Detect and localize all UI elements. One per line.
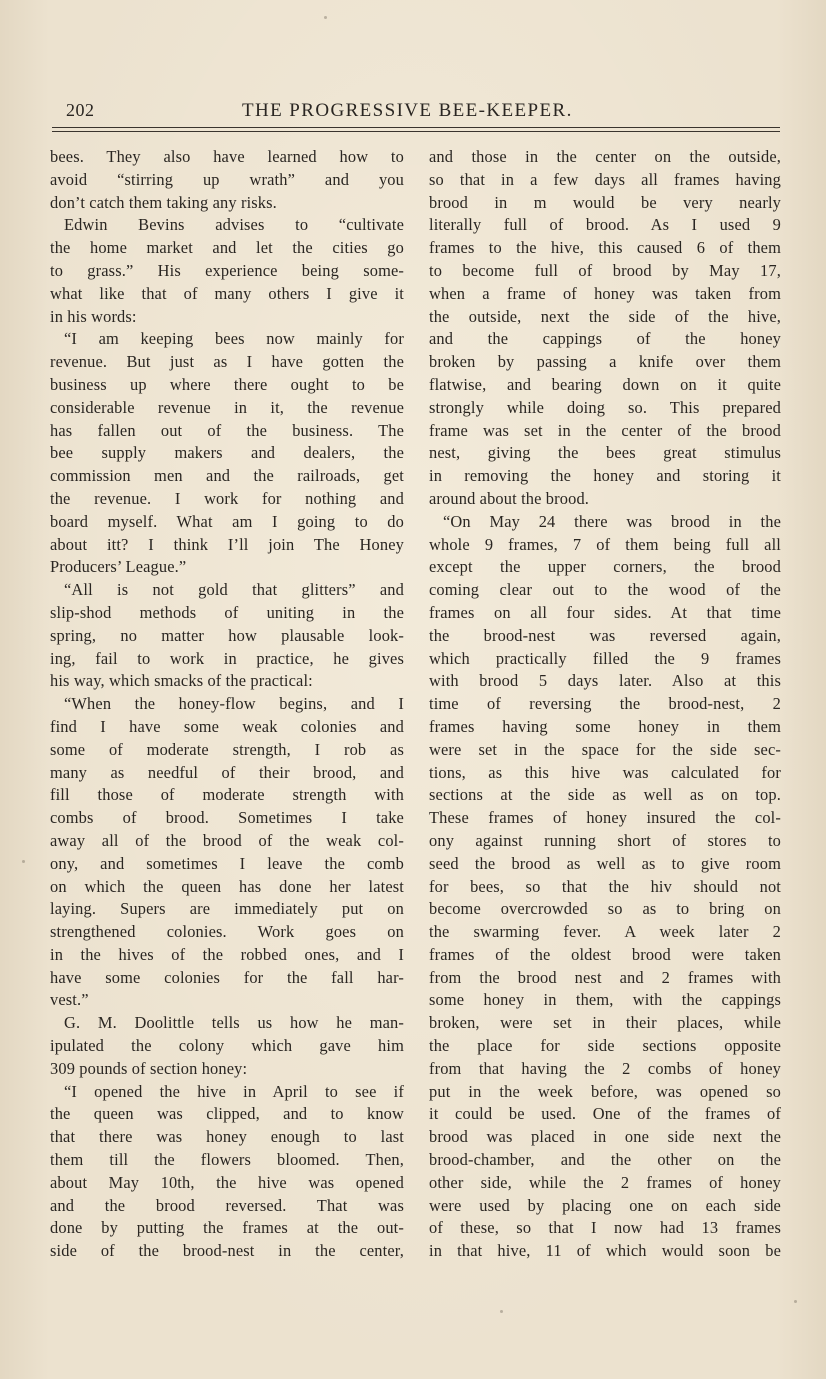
text-line: tions, as this hive was calculated for <box>429 762 781 782</box>
text-line: spring, no matter how plausable look- <box>50 625 404 645</box>
text-line: “All is not gold that glitters” and <box>64 580 404 600</box>
text-line: what like that of many others I give it <box>50 283 404 303</box>
page-number: 202 <box>66 100 95 120</box>
text-line: brood was placed in one side next the <box>429 1127 781 1147</box>
text-line: and those in the center on the outside, <box>429 147 781 166</box>
paper-speck <box>324 16 327 19</box>
text-line: fill those of moderate strength with <box>50 785 404 805</box>
text-line: away all of the brood of the weak col- <box>50 830 404 850</box>
text-line: coming clear out to the wood of the <box>429 580 781 600</box>
text-line: the outside, next the side of the hive, <box>429 306 781 326</box>
text-line: some honey in them, with the cappings <box>429 990 781 1010</box>
text-line: Producers’ League.” <box>50 557 187 577</box>
text-line: and the brood reversed. That was <box>50 1195 404 1215</box>
text-line: some of moderate strength, I rob as <box>50 739 404 759</box>
text-line: flatwise, and bearing down on it quite <box>429 374 781 394</box>
text-line: them till the flowers bloomed. Then, <box>50 1150 404 1170</box>
text-line: around about the brood. <box>429 488 590 508</box>
text-line: which practically filled the 9 frames <box>429 648 781 668</box>
text-line: that there was honey enough to last <box>50 1127 404 1147</box>
text-line: on which the queen has done her latest <box>50 876 404 896</box>
text-line: whole 9 frames, 7 of them being full all <box>429 534 781 554</box>
text-line: frames of the oldest brood were taken <box>429 944 781 964</box>
text-line: for bees, so that the hiv should not <box>429 876 781 896</box>
text-line: the home market and let the cities go <box>50 238 404 258</box>
text-line: G. M. Doolittle tells us how he man- <box>64 1013 404 1033</box>
text-line: his way, which smacks of the practical: <box>50 671 313 691</box>
text-line: revenue. But just as I have gotten the <box>50 352 404 372</box>
text-line: don’t catch them taking any risks. <box>50 192 277 212</box>
text-line: ony against running short of stores to <box>429 830 781 850</box>
text-line: commission men and the railroads, get <box>50 466 404 486</box>
text-line: to become full of brood by May 17, <box>429 260 781 280</box>
text-line: from the brood nest and 2 frames with <box>429 967 781 987</box>
text-line: and the cappings of the honey <box>429 329 781 349</box>
text-line: the queen was clipped, and to know <box>50 1104 404 1124</box>
text-line: it could be used. One of the frames of <box>429 1104 781 1124</box>
text-line: broken by passing a knife over them <box>429 352 781 372</box>
text-line: “On May 24 there was brood in the <box>443 511 781 531</box>
text-line: considerable revenue in it, the revenue <box>50 397 404 417</box>
text-line: has fallen out of the business. The <box>50 420 404 440</box>
text-line: were set in the space for the side sec- <box>429 739 781 759</box>
text-line: nest, giving the bees great stimulus <box>429 443 781 463</box>
text-line: in removing the honey and storing it <box>429 466 781 486</box>
text-line: 309 pounds of section honey: <box>50 1058 248 1078</box>
header-rule-bottom <box>52 131 780 132</box>
text-line: in that hive, 11 of which would soon be <box>429 1241 781 1261</box>
text-line: become overcrowded so as to bring on <box>429 899 781 919</box>
text-line: “I am keeping bees now mainly for <box>64 329 404 349</box>
text-line: the revenue. I work for nothing and <box>50 488 404 508</box>
text-line: business up where there ought to be <box>50 374 404 394</box>
text-line: in the hives of the robbed ones, and I <box>50 944 404 964</box>
paper-speck <box>22 860 25 863</box>
right-column <box>429 146 781 1263</box>
text-line: other side, while the 2 frames of honey <box>429 1172 781 1192</box>
text-line: about itt? I think I’ll join The Honey <box>50 534 404 554</box>
text-line: strengthened colonies. Work goes on <box>50 922 404 942</box>
running-title: THE PROGRESSIVE BEE-KEEPER. <box>242 100 573 121</box>
text-line: avoid “stirring up wrath” and you <box>50 169 404 189</box>
text-line: the place for side sections opposite <box>429 1036 781 1056</box>
left-column <box>50 146 404 1263</box>
text-line: Edwin Bevins advises to “cultivate <box>64 215 404 235</box>
paper-speck <box>794 1300 797 1303</box>
text-line: slip-shod methods of uniting in the <box>50 602 404 622</box>
text-line: were used by placing one on each side <box>429 1195 781 1215</box>
text-line: done by putting the frames at the out- <box>50 1218 404 1238</box>
text-line: in his words: <box>50 306 137 326</box>
text-line: sections at the side as well as on top. <box>429 785 781 805</box>
header-rule-top <box>52 127 780 128</box>
text-line: ony, and sometimes I leave the comb <box>50 853 404 873</box>
text-line: seed the brood as well as to give room <box>429 853 781 873</box>
text-line: ing, fail to work in practice, he gives <box>50 648 404 668</box>
text-line: the swarming fever. A week later 2 <box>429 922 781 942</box>
text-line: literally full of brood. As I used 9 <box>429 215 781 235</box>
paper-speck <box>500 1310 503 1313</box>
text-line: many as needful of their brood, and <box>50 762 404 782</box>
text-line: laying. Supers are immediately put on <box>50 899 404 919</box>
text-line: bee supply makers and dealers, the <box>50 443 404 463</box>
text-line: put in the week before, was opened so <box>429 1081 781 1101</box>
text-line: frames on all four sides. At that time <box>429 602 781 622</box>
text-line: “When the honey-flow begins, and I <box>64 694 404 714</box>
text-line: frame was set in the center of the brood <box>429 420 781 440</box>
text-line: side of the brood-nest in the center, <box>50 1241 404 1261</box>
text-line: with brood 5 days later. Also at this <box>429 671 781 691</box>
page-header <box>52 96 778 126</box>
text-line: “I opened the hive in April to see if <box>64 1081 404 1101</box>
text-line: These frames of honey insured the col- <box>429 808 781 828</box>
text-line: so that in a few days all frames having <box>429 169 781 189</box>
text-line: combs of brood. Sometimes I take <box>50 808 404 828</box>
text-line: bees. They also have learned how to <box>50 147 404 166</box>
text-line: board myself. What am I going to do <box>50 511 404 531</box>
text-line: have some colonies for the fall har- <box>50 967 404 987</box>
text-line: time of reversing the brood-nest, 2 <box>429 694 781 714</box>
text-line: of these, so that I now had 13 frames <box>429 1218 781 1238</box>
text-line: find I have some weak colonies and <box>50 716 404 736</box>
text-line: frames having some honey in them <box>429 716 781 736</box>
text-line: brood-chamber, and the other on the <box>429 1150 781 1170</box>
text-line: except the upper corners, the brood <box>429 557 781 577</box>
text-line: the brood-nest was reversed again, <box>429 625 781 645</box>
text-line: about May 10th, the hive was opened <box>50 1172 404 1192</box>
text-line: vest.” <box>50 990 89 1010</box>
text-line: ipulated the colony which gave him <box>50 1036 404 1056</box>
text-line: to grass.” His experience being some- <box>50 260 404 280</box>
text-line: frames to the hive, this caused 6 of them <box>429 238 781 258</box>
text-line: brood in m would be very nearly <box>429 192 781 212</box>
text-line: broken, were set in their places, while <box>429 1013 781 1033</box>
text-line: from that having the 2 combs of honey <box>429 1058 781 1078</box>
text-line: strongly while doing so. This prepared <box>429 397 781 417</box>
text-line: when a frame of honey was taken from <box>429 283 781 303</box>
